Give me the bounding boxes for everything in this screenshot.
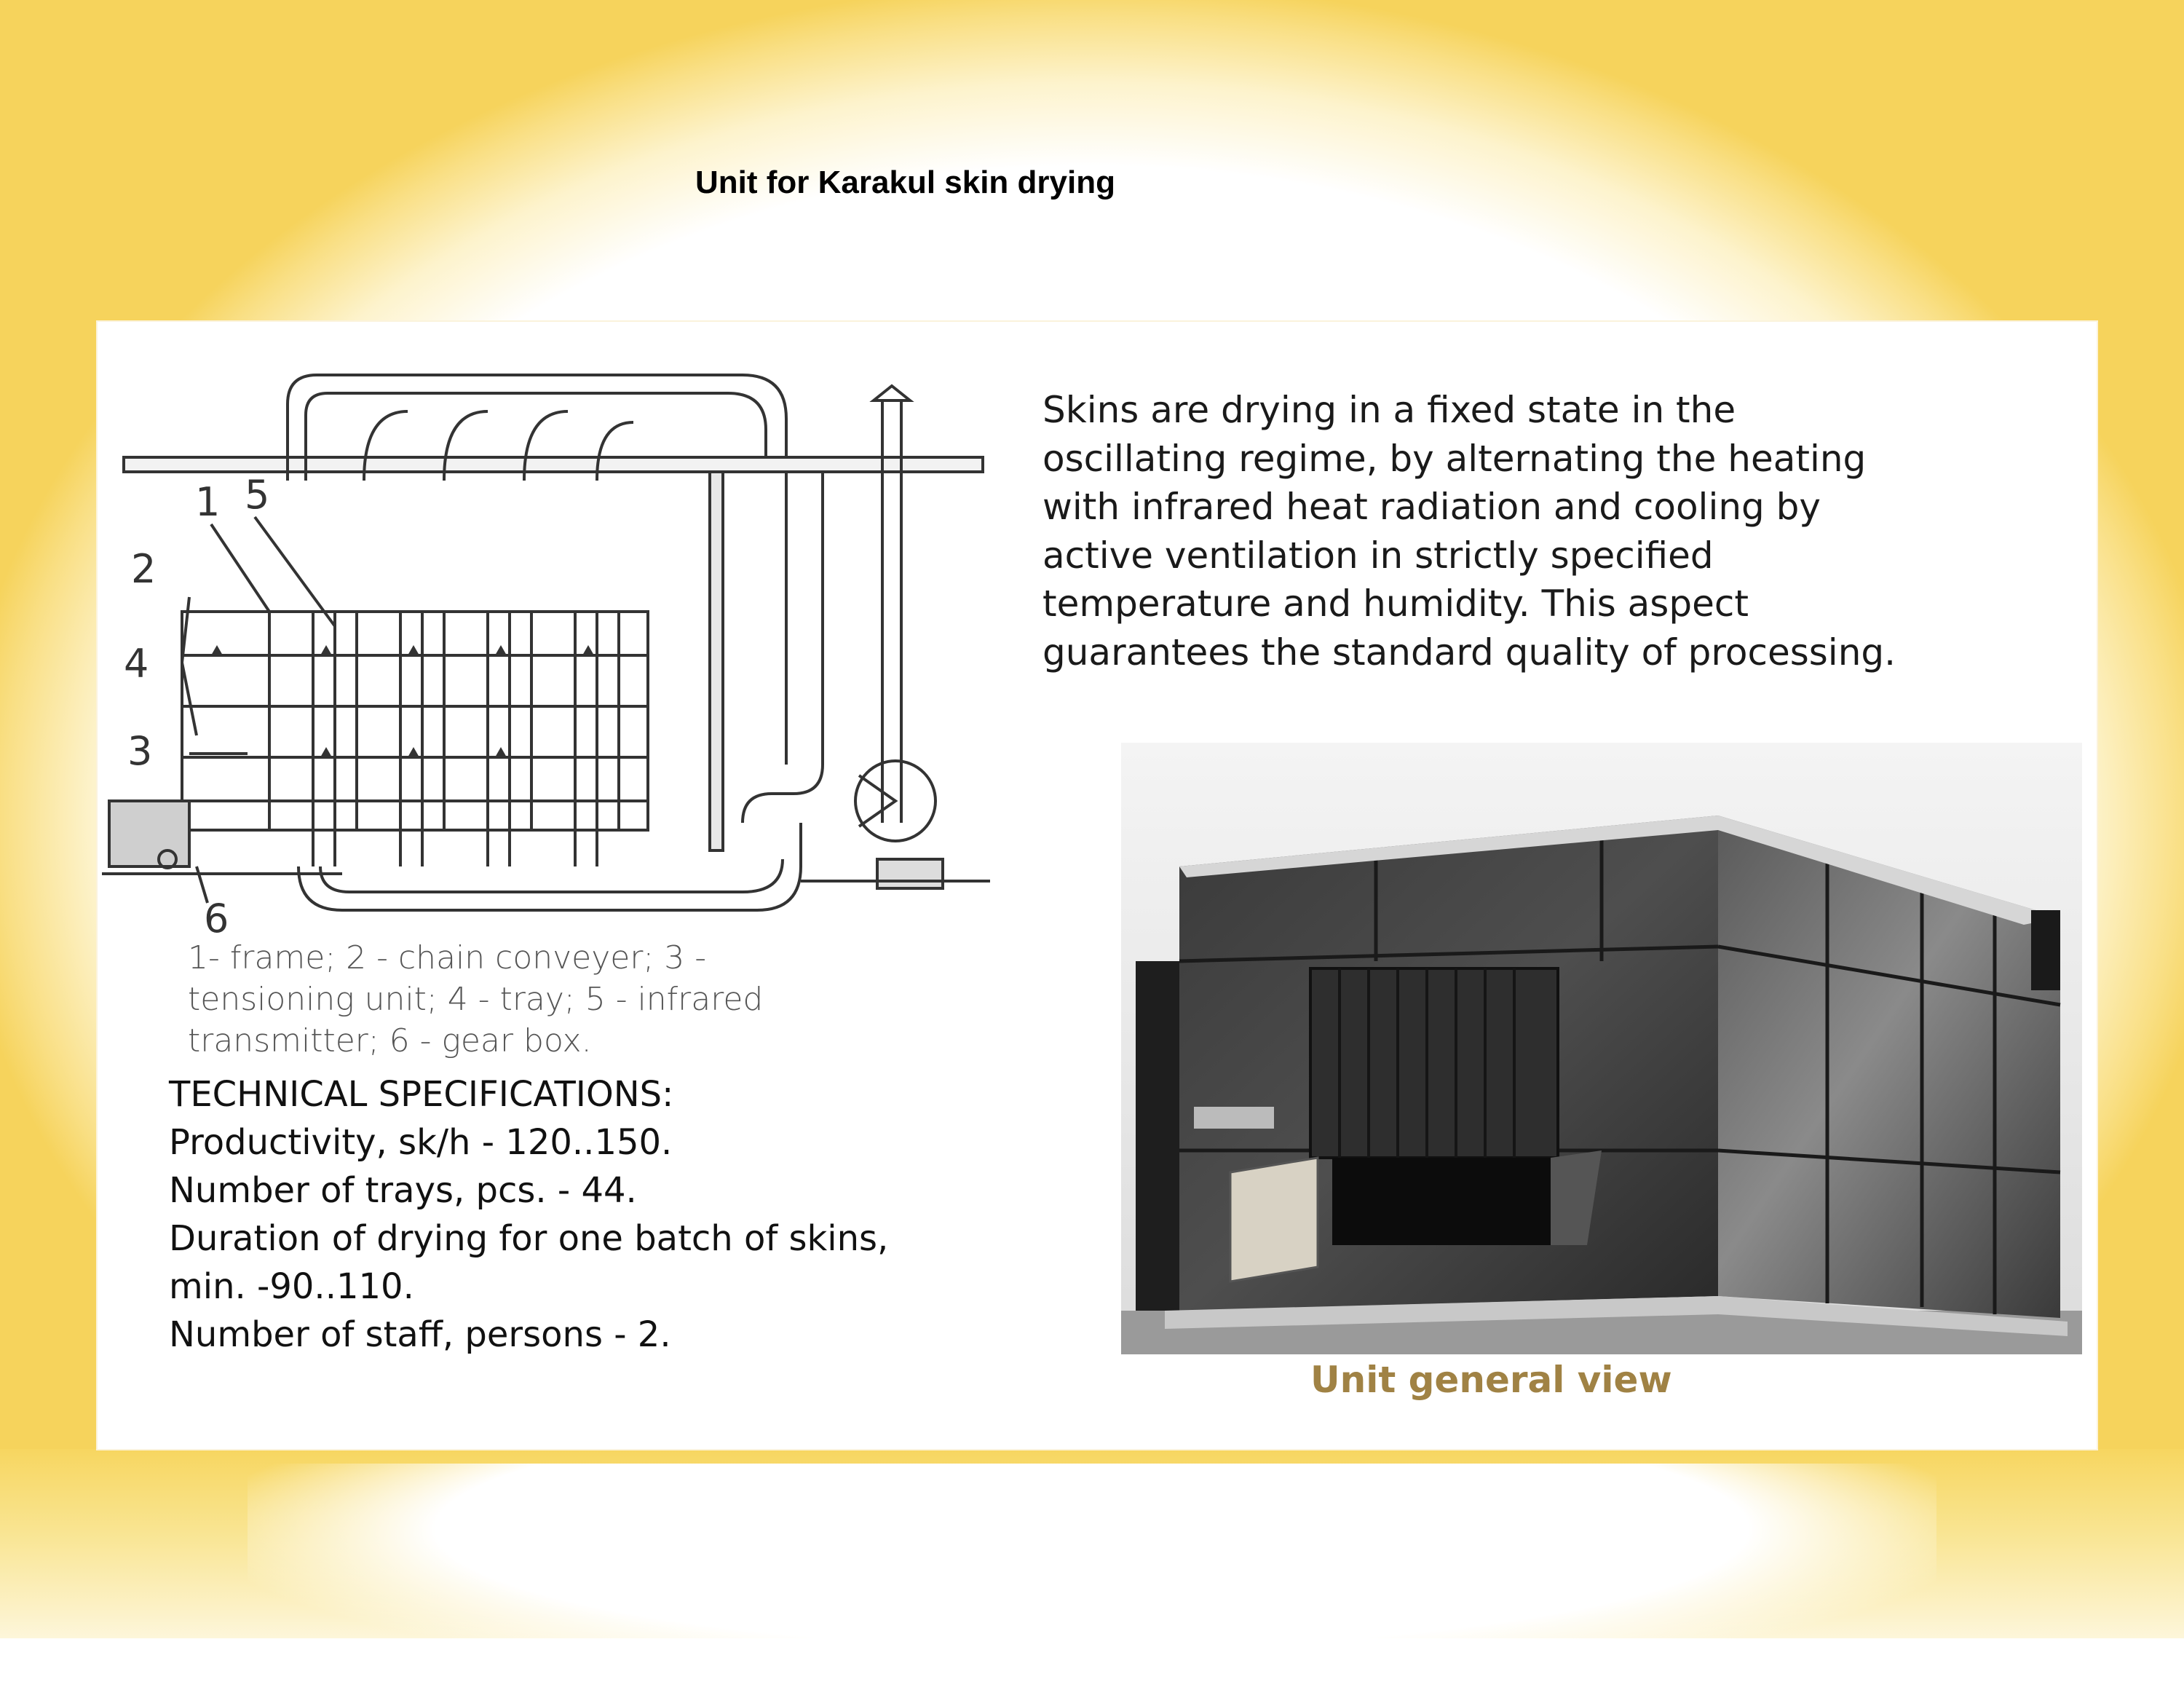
unit-hatch (1230, 1158, 1318, 1282)
ceiling-beam (124, 457, 983, 472)
dryer-frame (182, 612, 648, 830)
chimney (874, 386, 910, 400)
technical-specifications (169, 1070, 1028, 1359)
callout-5: 5 (245, 472, 270, 518)
legend-line: 1- frame; 2 - chain conveyer; 3 - (188, 939, 707, 976)
slide-title: Unit for Karakul skin drying (695, 165, 1115, 200)
description-line: guarantees the standard quality of processing. (1042, 631, 1896, 674)
description-line: active ventilation in strictly specified (1042, 534, 1714, 577)
specs-heading: TECHNICAL SPECIFICATIONS: (169, 1074, 674, 1115)
diagram-legend (188, 937, 916, 1062)
description-line: temperature and humidity. This aspect (1042, 583, 1749, 625)
callout-2: 2 (131, 546, 157, 592)
bottom-duct (298, 823, 801, 910)
unit-door (1310, 968, 1558, 1158)
spec-line: Productivity, sk/h - 120..150. (169, 1122, 673, 1163)
wall (710, 472, 723, 850)
photo-caption: Unit general view (1310, 1359, 1672, 1401)
spec-line: Number of staff, persons - 2. (169, 1314, 671, 1355)
process-description (1042, 386, 2033, 676)
callout-3: 3 (127, 728, 153, 774)
description-line: with infrared heat radiation and cooling by (1042, 486, 1821, 528)
spec-line: Number of trays, pcs. - 44. (169, 1170, 637, 1211)
description-line: Skins are drying in a fixed state in the (1042, 389, 1736, 431)
callout-6: 6 (204, 896, 229, 939)
legend-line: tensioning unit; 4 - tray; 5 - infrared (188, 981, 764, 1018)
legend-line: transmitter; 6 - gear box. (188, 1022, 592, 1059)
spec-line: min. -90..110. (169, 1266, 414, 1307)
spec-line: Duration of drying for one batch of skins, (169, 1218, 889, 1259)
bottom-band (0, 1449, 2184, 1638)
callout-1: 1 (195, 479, 221, 525)
unit-photo (1121, 743, 2082, 1354)
callout-4: 4 (124, 641, 149, 687)
description-line: oscillating regime, by alternating the heating (1042, 437, 1867, 480)
unit-schematic-diagram (102, 357, 1005, 939)
